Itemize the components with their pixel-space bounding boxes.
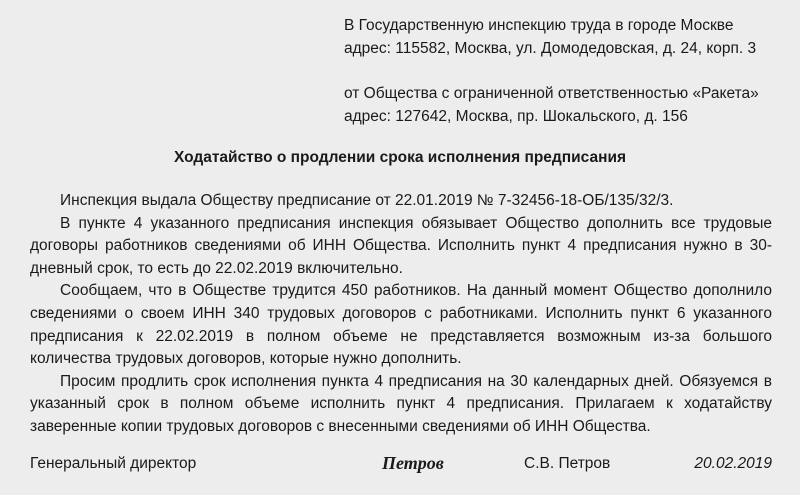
addressee-block [344, 14, 784, 60]
paragraph-current-status: Сообщаем, что в Обществе трудится 450 работников. На данный момент Общество дополнило сведениями о своем ИНН 340 трудовых договоров с работниками. Исполнить пункт 6 указанного предписания к 22.02.2019 в полном объеме не представляется возможным из-за большого количества трудовых договоров, которые нужно дополнить. [30, 282, 772, 368]
document-title: Ходатайство о продлении срока исполнения предписания [173, 149, 627, 166]
addressee-address: адрес: 115582, Москва, ул. Домодедовская, д. 24, корп. 3 [344, 40, 757, 57]
paragraph-request: Просим продлить срок исполнения пункта 4 предписания на 30 календарных дней. Обязуемся в указанный срок в полном объеме исполнить пункт 4 предписания. Прилагаем к ходатайству заверенные копии трудовых договоров с внесенными сведениями об ИНН Общества. [30, 372, 772, 435]
signatory-name: С.В. Петров [524, 455, 611, 472]
signature-date: 20.02.2019 [694, 455, 772, 472]
paragraph-order-info: Инспекция выдала Обществу предписание от 22.01.2019 № 7-32456-18-ОБ/135/32/3. [60, 192, 674, 209]
signatory-position: Генеральный директор [30, 455, 197, 472]
sender-address: адрес: 127642, Москва, пр. Шокальского, д. 156 [344, 108, 688, 125]
sender-block [344, 82, 784, 128]
sender-name: от Общества с ограниченной ответственностью «Ракета» [344, 85, 759, 102]
document-body [30, 190, 772, 439]
signature-row [30, 452, 772, 476]
addressee-name: В Государственную инспекцию труда в городе Москве [344, 17, 734, 34]
handwritten-signature: Петров [382, 453, 444, 473]
paragraph-obligation: В пункте 4 указанного предписания инспекция обязывает Общество дополнить все трудовые договоры работников сведениями об ИНН Общества. Исполнить пункт 4 предписания нужно в 30-дневный срок, то есть до 22.02.2019 включительно. [30, 214, 772, 277]
